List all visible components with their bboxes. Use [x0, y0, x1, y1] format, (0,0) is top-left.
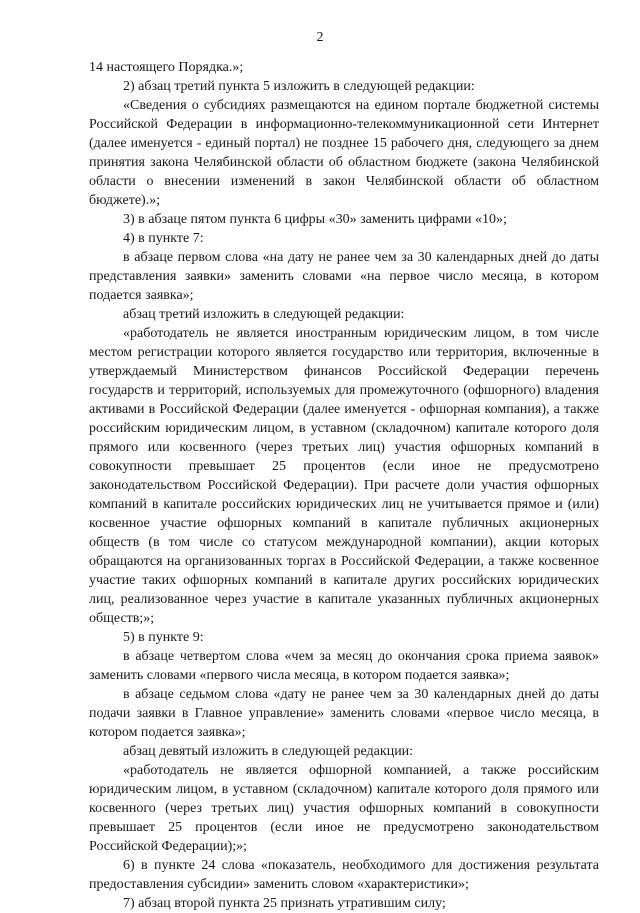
- paragraph: абзац девятый изложить в следующей редакции:: [123, 744, 414, 759]
- paragraph: 3) в абзаце пятом пункта 6 цифры «30» заменить цифрами «10»;: [123, 212, 507, 227]
- paragraph: 2) абзац третий пункта 5 изложить в следующей редакции:: [123, 79, 475, 94]
- paragraph: 5) в пункте 9:: [123, 630, 204, 645]
- paragraph: абзац третий изложить в следующей редакции:: [123, 307, 405, 322]
- paragraph: в абзаце первом слова «на дату не ранее чем за 30 календарных дней до даты представления заявки» заменить словами «на первое число месяца, в котором подается заявка»;: [89, 250, 599, 303]
- paragraph: 14 настоящего Порядка.»;: [89, 60, 244, 75]
- paragraph: 6) в пункте 24 слова «показатель, необходимого для достижения результата предоставления субсидии» заменить словом «характеристики»;: [89, 858, 599, 892]
- page-number: 2: [316, 30, 324, 45]
- paragraph: 4) в пункте 7:: [123, 231, 204, 246]
- paragraph: «работодатель не является офшорной компанией, а также российским юридическим лицом, в уставном (складочном) капитале которого доля прямого или косвенного (через третьих лиц) участия офшорных компаний в совокупности превышает 25 процентов (если иное не предусмотрено законодательством Российской Федерации);»;: [89, 763, 599, 854]
- paragraph: в абзаце седьмом слова «дату не ранее чем за 30 календарных дней до даты подачи заявки в Главное управление» заменить словами «первое число месяца, в котором подается заявка»;: [89, 687, 599, 740]
- paragraph: 7) абзац второй пункта 25 признать утратившим силу;: [123, 896, 446, 911]
- document-body: [89, 58, 599, 913]
- paragraph: в абзаце четвертом слова «чем за месяц до окончания срока приема заявок» заменить словами «первого числа месяца, в котором подается заявка»;: [89, 649, 599, 683]
- paragraph: «Сведения о субсидиях размещаются на едином портале бюджетной системы Российской Федерации в информационно-телекоммуникационной сети Интернет (далее именуется - единый портал) не позднее 15 рабочего дня, следующего за днем принятия закона Челябинской области об областном бюджете (закона Челябинской области о внесении изменений в закон Челябинской области об областном бюджете).»;: [89, 98, 599, 208]
- paragraph: «работодатель не является иностранным юридическим лицом, в том числе местом регистрации которого является государство или территория, включенные в утверждаемый Министерством финансов Российской Федерации перечень государств и территорий, используемых для промежуточного (офшорного) владения активами в Российской Федерации (далее именуется - офшорная компания), а также российским юридическим лицом, в уставном (складочном) капитале которого доля прямого или косвенного (через третьих лиц) участия офшорных компаний в совокупности превышает 25 процентов (если иное не предусмотрено законодательством Российской Федерации). При расчете доли участия офшорных компаний в капитале российских юридических лиц не учитывается прямое и (или) косвенное участие офшорных компаний в капитале публичных акционерных обществ (в том числе со статусом международной компании), акции которых обращаются на организованных торгах в Российской Федерации, а также косвенное участие таких офшорных компаний в капитале других российских юридических лиц, реализованное через участие в капитале указанных публичных акционерных обществ;»;: [89, 326, 599, 626]
